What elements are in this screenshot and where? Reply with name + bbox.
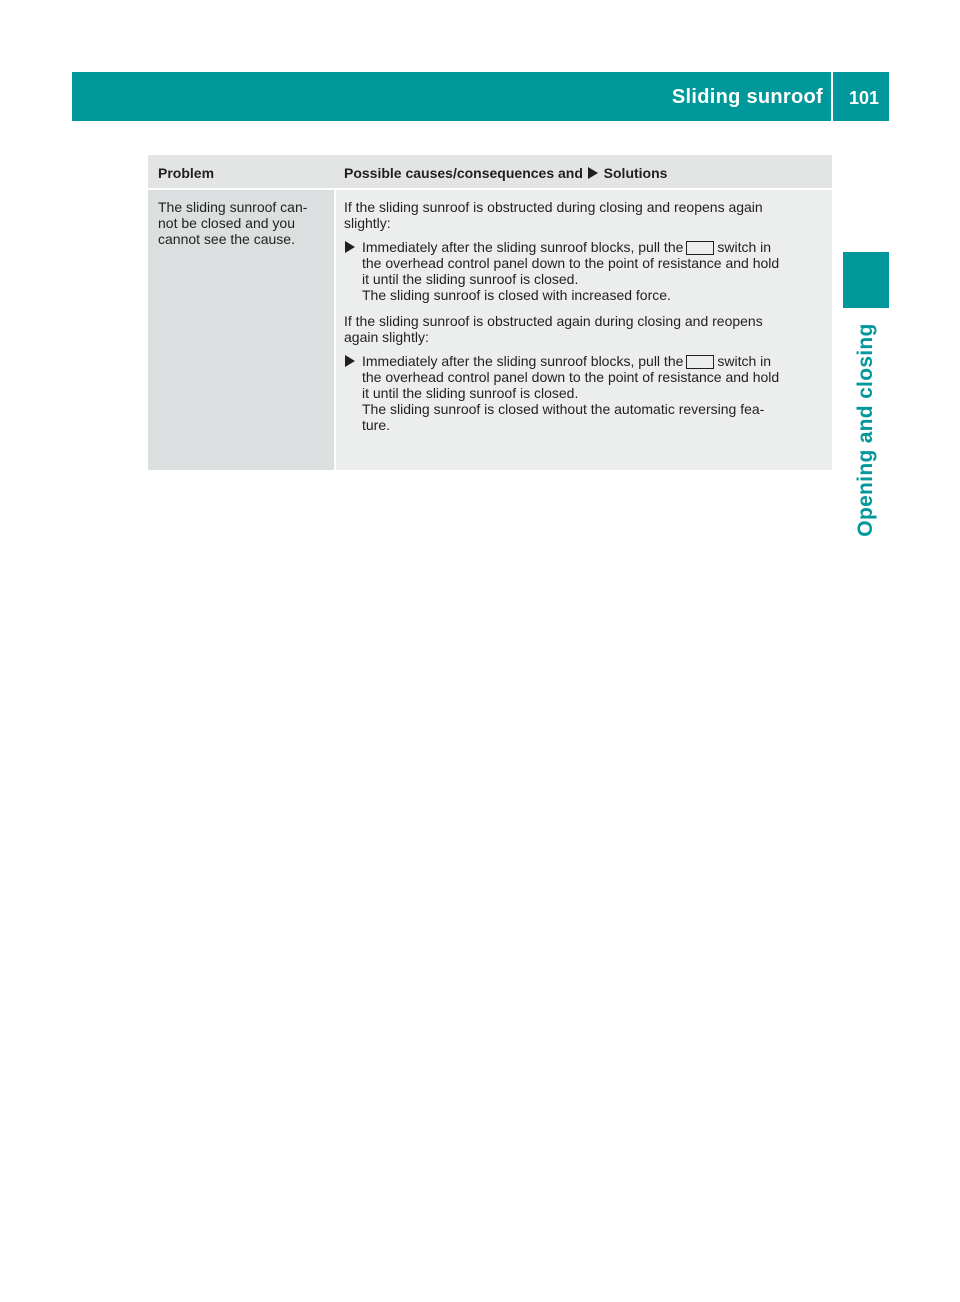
solutions-cell xyxy=(336,190,832,470)
step-line xyxy=(362,239,828,255)
step-line: the overhead control panel down to the point of resistance and hold xyxy=(362,255,780,271)
intro-line: slightly: xyxy=(344,215,391,231)
intro-line: again slightly: xyxy=(344,329,429,345)
step-text-part: switch in xyxy=(717,239,772,255)
step-text xyxy=(362,239,828,303)
step-text-part: Immediately after the sliding sunroof blocks, pull the xyxy=(362,353,684,369)
step-text-part: Immediately after the sliding sunroof blocks, pull the xyxy=(362,239,684,255)
solutions-header xyxy=(336,155,832,188)
page-number: 101 xyxy=(848,88,879,108)
result-line: ture. xyxy=(362,417,391,433)
chapter-tab xyxy=(843,252,889,308)
intro-line: If the sliding sunroof is obstructed again during closing and reopens xyxy=(344,313,763,329)
triangle-right-icon xyxy=(345,241,355,253)
problem-line: The sliding sunroof can- xyxy=(158,199,308,215)
action-step xyxy=(344,353,828,433)
section-title: Sliding sunroof xyxy=(671,86,823,108)
header-bar xyxy=(72,72,889,121)
chapter-label: Opening and closing xyxy=(854,323,877,537)
troubleshooting-table xyxy=(148,155,832,470)
triangle-right-icon xyxy=(345,355,355,367)
problem-line: not be closed and you xyxy=(158,215,295,231)
step-line: it until the sliding sunroof is closed. xyxy=(362,271,579,287)
step-text xyxy=(362,353,828,433)
problem-cell xyxy=(148,190,334,470)
problem-line: cannot see the cause. xyxy=(158,231,295,247)
problem-header: Problem xyxy=(158,165,215,181)
triangle-right-icon xyxy=(588,167,598,179)
step-text-part: switch in xyxy=(717,353,772,369)
intro-line: If the sliding sunroof is obstructed during closing and reopens again xyxy=(344,199,763,215)
action-step xyxy=(344,239,828,303)
sunroof-switch-icon xyxy=(686,355,714,369)
result-line: The sliding sunroof is closed without the automatic reversing fea- xyxy=(362,401,765,417)
table-row xyxy=(148,190,832,470)
sunroof-switch-icon xyxy=(686,241,714,255)
table-header xyxy=(148,155,832,188)
result-line: The sliding sunroof is closed with increased force. xyxy=(362,287,671,303)
header-divider xyxy=(831,72,833,121)
step-line xyxy=(362,353,828,369)
step-line: it until the sliding sunroof is closed. xyxy=(362,385,579,401)
action-marker xyxy=(344,239,362,303)
solutions-header-part1: Possible causes/consequences and xyxy=(344,165,583,181)
solutions-header-part2: Solutions xyxy=(603,165,668,181)
action-marker xyxy=(344,353,362,433)
step-line: the overhead control panel down to the point of resistance and hold xyxy=(362,369,780,385)
